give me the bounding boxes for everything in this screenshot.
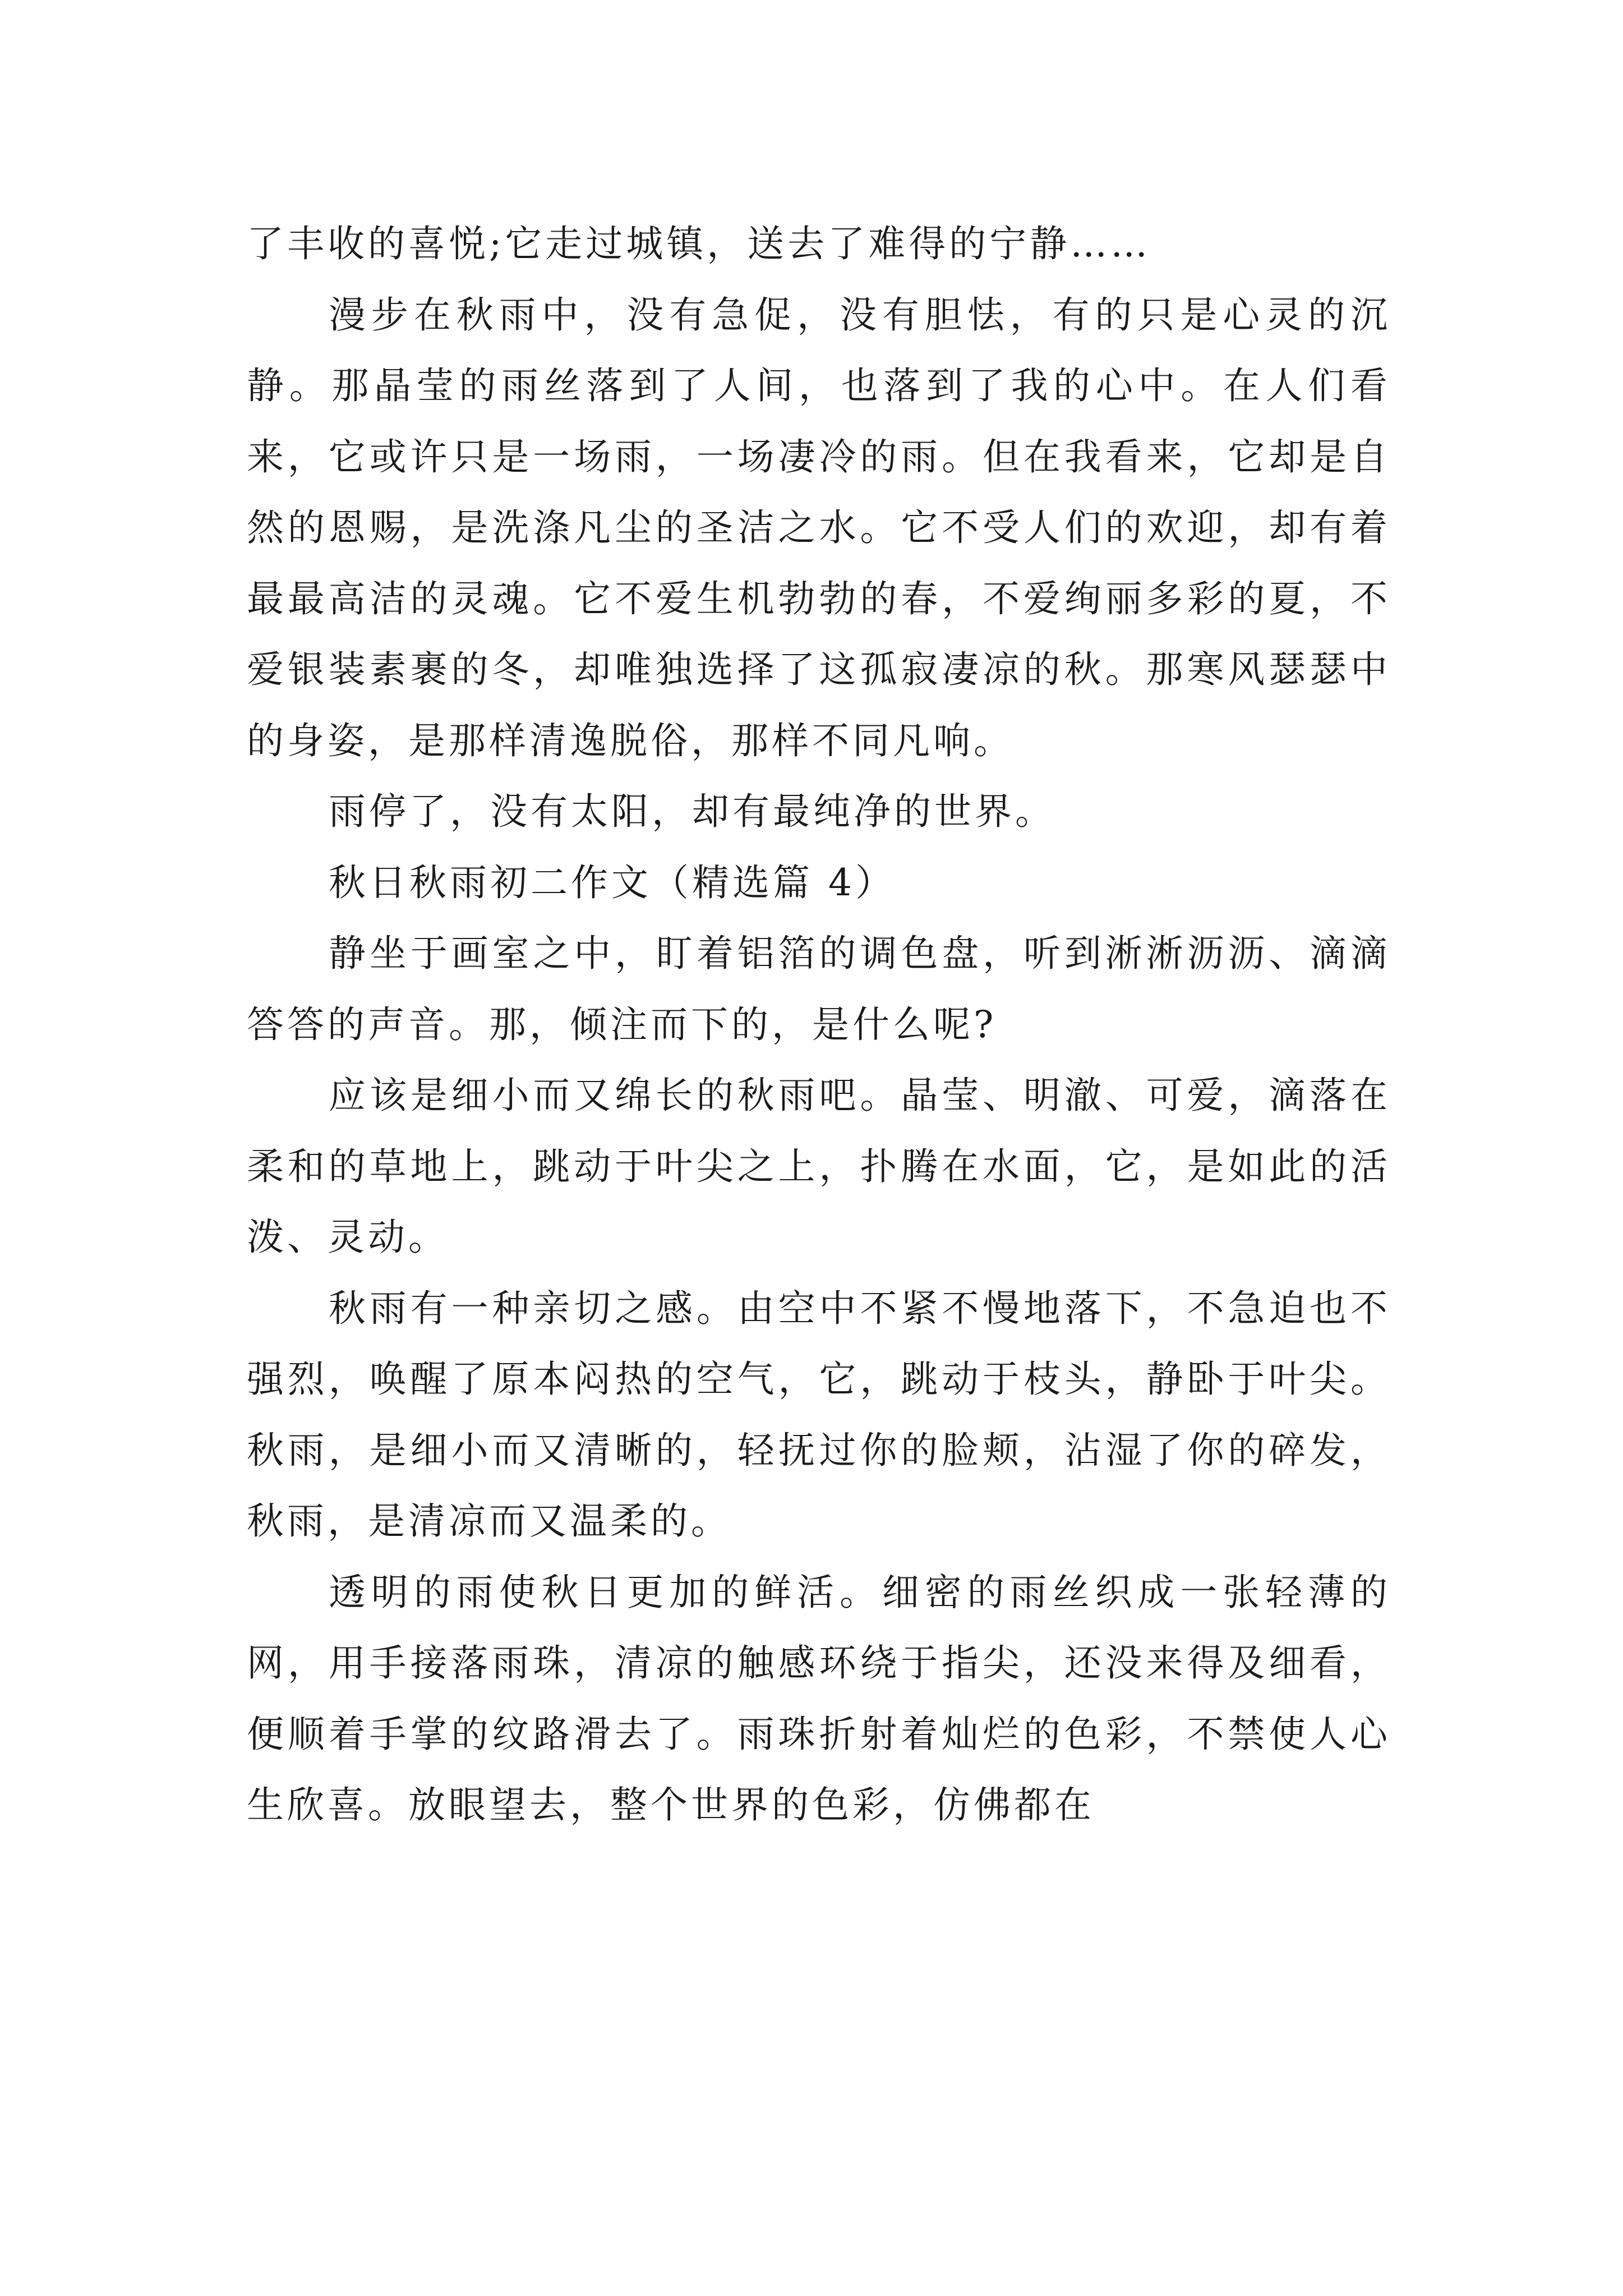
body-text bbox=[247, 209, 1391, 1841]
paragraph: 静坐于画室之中，盯着铝箔的调色盘，听到淅淅沥沥、滴滴答答的声音。那，倾注而下的，是什么呢? bbox=[247, 932, 1391, 1046]
paragraph: 雨停了，没有太阳，却有最纯净的世界。 bbox=[329, 790, 1055, 833]
section-heading: 秋日秋雨初二作文（精选篇 4） bbox=[329, 861, 896, 904]
paragraph: 漫步在秋雨中，没有急促，没有胆怯，有的只是心灵的沉静。那晶莹的雨丝落到了人间，也落到了我的心中。在人们看来，它或许只是一场雨，一场凄冷的雨。但在我看来，它却是自然的恩赐，是洗涤凡尘的圣洁之水。它不受人们的欢迎，却有着最最高洁的灵魂。它不爱生机勃勃的春，不爱绚丽多彩的夏，不爱银装素裹的冬，却唯独选择了这孤寂凄凉的秋。那寒风瑟瑟中的身姿，是那样清逸脱俗，那样不同凡响。 bbox=[247, 293, 1391, 762]
paragraph: 透明的雨使秋日更加的鲜活。细密的雨丝织成一张轻薄的网，用手接落雨珠，清凉的触感环绕于指尖，还没来得及细看，便顺着手掌的纹路滑去了。雨珠折射着灿烂的色彩，不禁使人心生欣喜。放眼望去，整个世界的色彩，仿佛都在 bbox=[247, 1570, 1391, 1826]
paragraph: 秋雨有一种亲切之感。由空中不紧不慢地落下，不急迫也不强烈，唤醒了原本闷热的空气，它，跳动于枝头，静卧于叶尖。秋雨，是细小而又清晰的，轻抚过你的脸颊，沾湿了你的碎发，秋雨，是清凉而又温柔的。 bbox=[247, 1286, 1391, 1543]
paragraph-continuation: 了丰收的喜悦;它走过城镇，送去了难得的宁静…… bbox=[247, 222, 1151, 265]
paragraph: 应该是细小而又绵长的秋雨吧。晶莹、明澈、可爱，滴落在柔和的草地上，跳动于叶尖之上，扑腾在水面，它，是如此的活泼、灵动。 bbox=[247, 1074, 1391, 1259]
